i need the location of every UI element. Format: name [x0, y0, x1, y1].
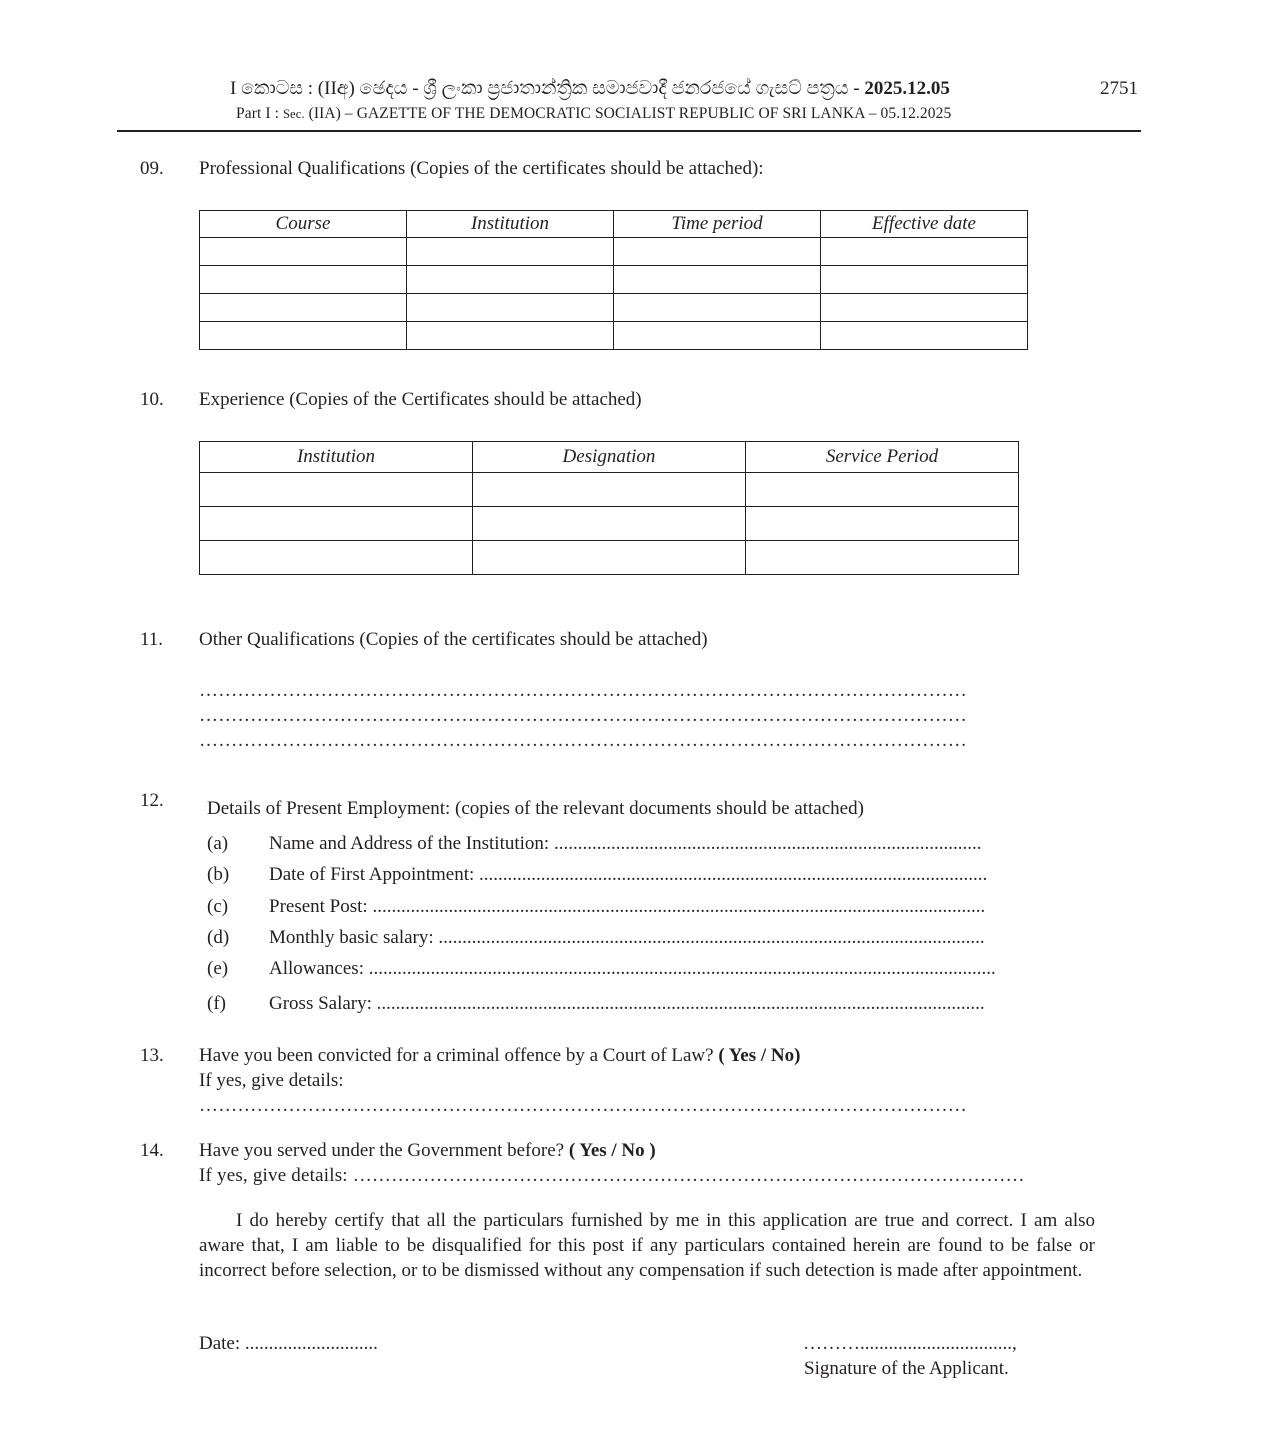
- table-cell[interactable]: [473, 507, 746, 541]
- table-cell[interactable]: [407, 266, 614, 294]
- date-field[interactable]: Date: ............................: [199, 1333, 378, 1354]
- header-part-no: I :: [265, 105, 280, 122]
- allowances-field[interactable]: Allowances: ....................................................................................................................................: [269, 958, 996, 979]
- table-cell[interactable]: [821, 294, 1028, 322]
- yes-no-options[interactable]: ( Yes / No): [718, 1045, 801, 1066]
- table-cell[interactable]: [473, 473, 746, 507]
- table-row: [200, 294, 1028, 322]
- table-cell[interactable]: [407, 322, 614, 350]
- question-text: Have you been convicted for a criminal offence by a Court of Law?: [199, 1045, 719, 1066]
- section-09-title: Professional Qualifications (Copies of the certificates should be attached):: [199, 158, 764, 179]
- if-yes-label: If yes, give details:: [199, 1070, 344, 1091]
- declaration-paragraph: I do hereby certify that all the particulars furnished by me in this application are true and correct. I am also aware that, I am liable to be disqualified for this post if any particulars contained herein are found to be false or incorrect before selection, or to be dismissed without any compensation if such detection is made after appointment.: [199, 1210, 1095, 1281]
- fill-in-line[interactable]: …………………………………………………………………………………………………………: [199, 730, 967, 751]
- table-cell[interactable]: [746, 507, 1019, 541]
- item-label: (e): [207, 958, 229, 979]
- header-sinhala-text: I කොටස : (IIඅ) ඡෙදය - ශ්‍රී ලංකා ප්‍රජාතාන්ත්‍රික සමාජවාදී ජනරජයේ ගැසට් පත්‍රය -: [230, 78, 865, 99]
- present-post-field[interactable]: Present Post: .................................................................................................................................: [269, 896, 986, 917]
- question-text: Have you served under the Government before?: [199, 1140, 569, 1161]
- fill-in-line[interactable]: …………………………………………………………………………………………………………: [199, 1095, 967, 1116]
- section-11-number: 11.: [140, 629, 164, 650]
- fill-in-line[interactable]: …………………………………………………………………………………………………………: [199, 680, 967, 701]
- item-label: (f): [207, 993, 226, 1014]
- header-english-line: [236, 105, 951, 123]
- signature-field[interactable]: ………................................,: [803, 1333, 1017, 1354]
- table-row: [200, 541, 1019, 575]
- professional-qualifications-table: [199, 210, 1028, 350]
- if-yes-details-field[interactable]: If yes, give details: ……………………………………………………………………………………………: [199, 1165, 1025, 1186]
- institution-name-address-field[interactable]: Name and Address of the Institution: ..........................................................................................: [269, 833, 982, 854]
- header-rule: [117, 130, 1141, 132]
- section-14-number: 14.: [140, 1140, 164, 1161]
- table-cell[interactable]: [473, 541, 746, 575]
- section-10-title: Experience (Copies of the Certificates should be attached): [199, 389, 642, 410]
- header-sec-word: Sec.: [283, 107, 305, 121]
- item-label: (a): [207, 833, 229, 854]
- section-11-title: Other Qualifications (Copies of the certificates should be attached): [199, 629, 708, 650]
- yes-no-options[interactable]: ( Yes / No ): [568, 1140, 656, 1161]
- table-cell[interactable]: [200, 238, 407, 266]
- column-header-institution: Institution: [407, 211, 614, 238]
- column-header-effective-date: Effective date: [821, 211, 1028, 238]
- table-cell[interactable]: [200, 473, 473, 507]
- government-service-question: [199, 1140, 656, 1162]
- column-header-institution: Institution: [200, 442, 473, 473]
- table-cell[interactable]: [407, 238, 614, 266]
- header-sinhala-date: 2025.12.05: [864, 78, 950, 99]
- table-cell[interactable]: [821, 266, 1028, 294]
- monthly-basic-salary-field[interactable]: Monthly basic salary: ...................................................................................................................: [269, 927, 985, 948]
- table-cell[interactable]: [200, 507, 473, 541]
- experience-table: [199, 441, 1019, 575]
- column-header-designation: Designation: [473, 442, 746, 473]
- table-row: [200, 473, 1019, 507]
- section-12-number: 12.: [140, 790, 164, 811]
- table-cell[interactable]: [200, 294, 407, 322]
- item-label: (b): [207, 864, 230, 885]
- table-cell[interactable]: [821, 238, 1028, 266]
- section-09-number: 09.: [140, 158, 164, 179]
- header-sinhala-line: [230, 78, 950, 100]
- table-cell[interactable]: [746, 473, 1019, 507]
- column-header-course: Course: [200, 211, 407, 238]
- column-header-service-period: Service Period: [746, 442, 1019, 473]
- table-row: [200, 507, 1019, 541]
- fill-in-line[interactable]: …………………………………………………………………………………………………………: [199, 705, 967, 726]
- gross-salary-field[interactable]: Gross Salary: ................................................................................................................................: [269, 993, 985, 1014]
- table-cell[interactable]: [614, 322, 821, 350]
- page-number: 2751: [1100, 78, 1138, 99]
- table-cell[interactable]: [614, 238, 821, 266]
- table-header-row: [200, 442, 1019, 473]
- criminal-offence-question: [199, 1045, 800, 1067]
- column-header-time-period: Time period: [614, 211, 821, 238]
- table-cell[interactable]: [200, 322, 407, 350]
- table-cell[interactable]: [821, 322, 1028, 350]
- item-label: (c): [207, 896, 229, 917]
- table-row: [200, 238, 1028, 266]
- table-header-row: [200, 211, 1028, 238]
- first-appointment-date-field[interactable]: Date of First Appointment: ...........................................................................................................: [269, 864, 988, 885]
- signature-label: Signature of the Applicant.: [804, 1358, 1009, 1379]
- table-row: [200, 322, 1028, 350]
- table-cell[interactable]: [614, 294, 821, 322]
- table-cell[interactable]: [746, 541, 1019, 575]
- section-12-title: Details of Present Employment: (copies of the relevant documents should be attached): [207, 798, 864, 819]
- table-row: [200, 266, 1028, 294]
- table-cell[interactable]: [407, 294, 614, 322]
- header-english-rest: (IIA) – GAZETTE OF THE DEMOCRATIC SOCIALIST REPUBLIC OF SRI LANKA – 05.12.2025: [308, 105, 952, 122]
- item-label: (d): [207, 927, 230, 948]
- table-cell[interactable]: [200, 266, 407, 294]
- section-13-number: 13.: [140, 1045, 164, 1066]
- section-10-number: 10.: [140, 389, 164, 410]
- table-cell[interactable]: [200, 541, 473, 575]
- table-cell[interactable]: [614, 266, 821, 294]
- header-part-word: Part: [236, 105, 262, 122]
